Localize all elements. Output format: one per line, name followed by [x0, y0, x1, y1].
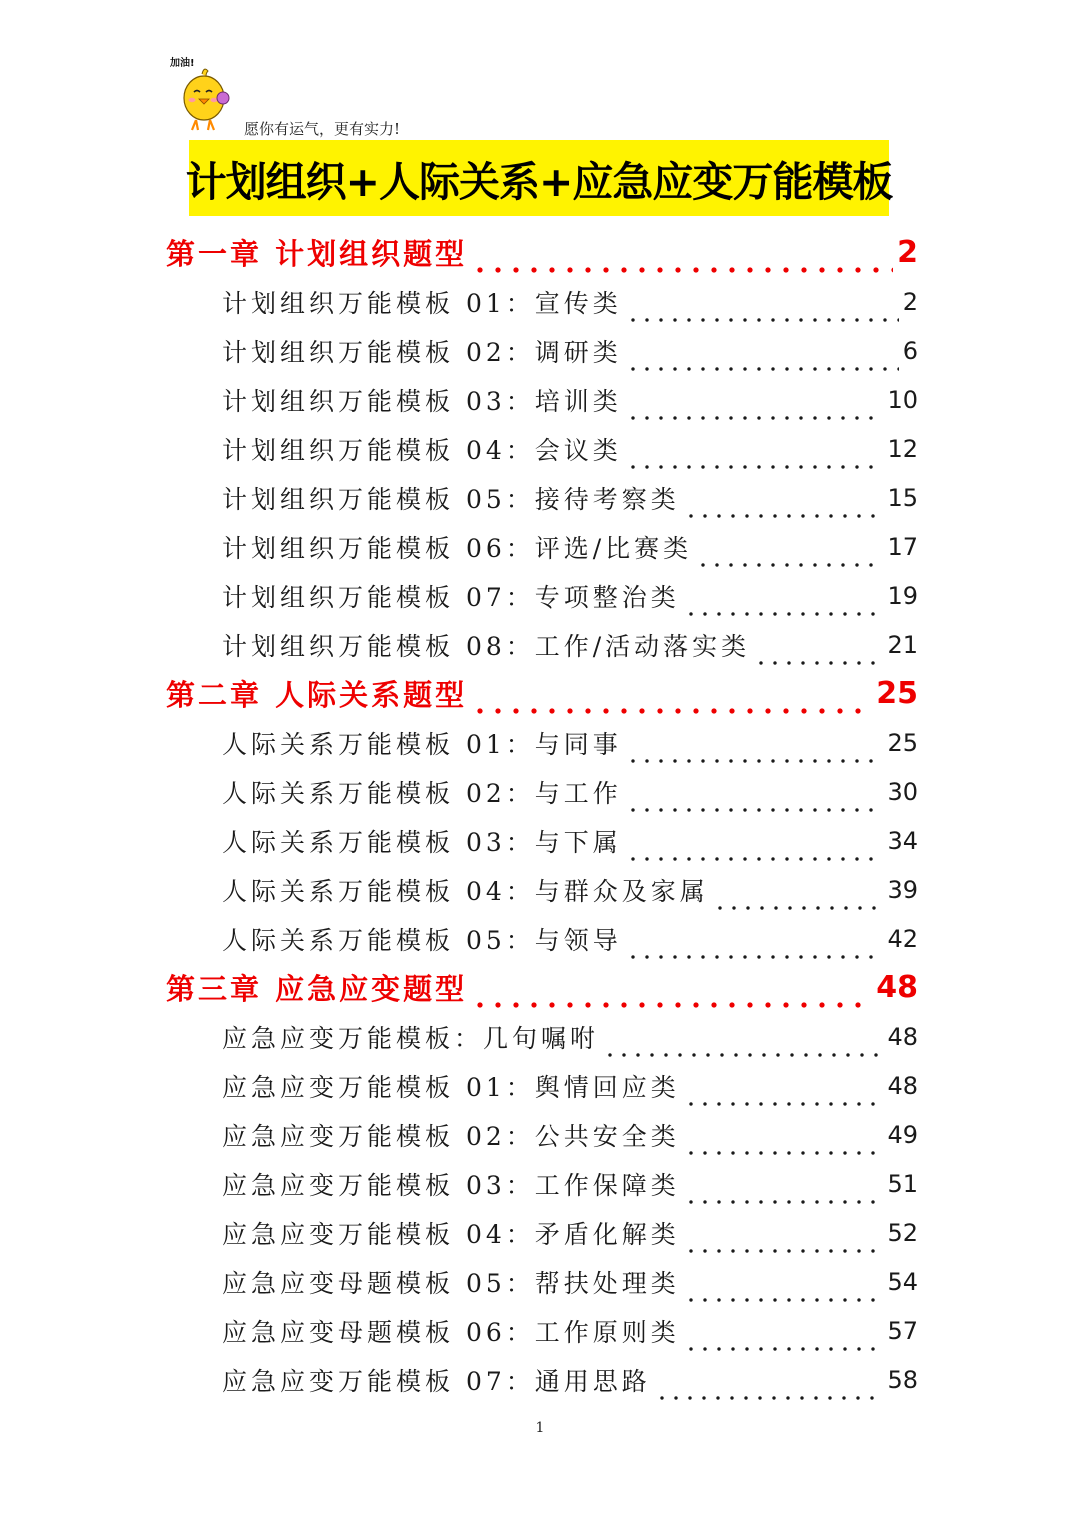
- dot-leader: [696, 557, 883, 571]
- dot-leader: [471, 259, 893, 277]
- toc-entry[interactable]: [222, 1110, 918, 1159]
- dot-leader: [626, 802, 884, 816]
- toc-entry[interactable]: [222, 424, 918, 473]
- toc-entry-title: 计划组织万能模板 03：培训类: [222, 386, 622, 416]
- dot-leader: [626, 312, 899, 326]
- toc-entry-title: 计划组织万能模板 05：接待考察类: [222, 484, 680, 514]
- dot-leader: [684, 508, 884, 522]
- toc-page-number: 6: [902, 336, 918, 365]
- toc-page-number: 39: [887, 875, 918, 904]
- toc-entry[interactable]: [222, 473, 918, 522]
- toc-entry[interactable]: [222, 277, 918, 326]
- toc-entry[interactable]: [222, 865, 918, 914]
- toc-page-number: 48: [876, 970, 918, 1005]
- toc-page-number: 21: [887, 630, 918, 659]
- toc-entry[interactable]: [222, 571, 918, 620]
- toc-page-number: 25: [887, 728, 918, 757]
- toc-entry[interactable]: [222, 767, 918, 816]
- dot-leader: [603, 1047, 883, 1061]
- toc-chapter-heading[interactable]: [166, 963, 918, 1012]
- toc-page-number: 51: [887, 1169, 918, 1198]
- dot-leader: [684, 1145, 884, 1159]
- toc-page-number: 2: [897, 235, 918, 270]
- toc-entry-title: 应急应变万能模板 02：公共安全类: [222, 1121, 680, 1151]
- dot-leader: [471, 994, 872, 1012]
- dot-leader: [684, 1243, 884, 1257]
- dot-leader: [626, 753, 884, 767]
- toc-entry-title: 计划组织万能模板 07：专项整治类: [222, 582, 680, 612]
- toc-entry-title: 应急应变万能模板 07：通用思路: [222, 1366, 651, 1396]
- toc-entry[interactable]: [222, 522, 918, 571]
- title-banner: [185, 140, 893, 216]
- toc-entry[interactable]: [222, 326, 918, 375]
- toc-page-number: 12: [887, 434, 918, 463]
- toc-entry-title: 应急应变万能模板：几句嘱咐: [222, 1023, 600, 1053]
- toc-page-number: 58: [887, 1365, 918, 1394]
- toc-page-number: 25: [876, 676, 918, 711]
- toc-entry-title: 应急应变万能模板 04：矛盾化解类: [222, 1219, 680, 1249]
- toc-entry[interactable]: [222, 914, 918, 963]
- toc-page-number: 52: [887, 1218, 918, 1247]
- toc-entry[interactable]: [222, 1061, 918, 1110]
- toc-entry-title: 第一章 计划组织题型: [166, 237, 468, 271]
- toc-page-number: 19: [887, 581, 918, 610]
- toc-entry[interactable]: [222, 620, 918, 669]
- toc-entry-title: 计划组织万能模板 04：会议类: [222, 435, 622, 465]
- dot-leader: [626, 410, 884, 424]
- toc-chapter-heading[interactable]: [166, 228, 918, 277]
- toc-entry-title: 应急应变母题模板 06：工作原则类: [222, 1317, 680, 1347]
- toc-page-number: 2: [902, 287, 918, 316]
- toc-entry-title: 应急应变万能模板 03：工作保障类: [222, 1170, 680, 1200]
- toc-entry[interactable]: [222, 375, 918, 424]
- motto-text: 愿你有运气，更有实力!: [244, 120, 401, 138]
- toc-page-number: 34: [887, 826, 918, 855]
- dot-leader: [684, 1341, 884, 1355]
- toc-entry-title: 人际关系万能模板 04：与群众及家属: [222, 876, 709, 906]
- dot-leader: [684, 606, 884, 620]
- toc-page-number: 17: [887, 532, 918, 561]
- dot-leader: [471, 700, 872, 718]
- toc-page-number: 15: [887, 483, 918, 512]
- toc-page-number: 48: [887, 1071, 918, 1100]
- mascot-bubble-text: 加油!: [170, 58, 195, 69]
- toc-entry-title: 第三章 应急应变题型: [166, 972, 468, 1006]
- toc-page-number: 57: [887, 1316, 918, 1345]
- toc-entry-title: 计划组织万能模板 01：宣传类: [222, 288, 622, 318]
- toc-entry-title: 人际关系万能模板 05：与领导: [222, 925, 622, 955]
- toc-page-number: 30: [887, 777, 918, 806]
- toc-entry-title: 计划组织万能模板 06：评选/比赛类: [222, 533, 693, 563]
- toc-chapter-heading[interactable]: [166, 669, 918, 718]
- toc-page-number: 49: [887, 1120, 918, 1149]
- toc-entry[interactable]: [222, 1306, 918, 1355]
- toc-entry-title: 人际关系万能模板 02：与工作: [222, 778, 622, 808]
- toc-entry[interactable]: [222, 1208, 918, 1257]
- dot-leader: [626, 949, 884, 963]
- toc-page-number: 10: [887, 385, 918, 414]
- toc-entry-title: 应急应变万能模板 01：舆情回应类: [222, 1072, 680, 1102]
- dot-leader: [713, 900, 884, 914]
- toc-page-number: 48: [887, 1022, 918, 1051]
- toc-entry-title: 第二章 人际关系题型: [166, 678, 468, 712]
- dot-leader: [626, 851, 884, 865]
- toc-entry[interactable]: [222, 1159, 918, 1208]
- toc-entry[interactable]: [222, 816, 918, 865]
- dot-leader: [684, 1292, 884, 1306]
- dot-leader: [626, 361, 899, 375]
- toc-page-number: 42: [887, 924, 918, 953]
- toc-entry-title: 人际关系万能模板 03：与下属: [222, 827, 622, 857]
- dot-leader: [754, 655, 883, 669]
- toc-entry[interactable]: [222, 718, 918, 767]
- cheering-chick-icon: [168, 52, 238, 134]
- page-number: 1: [535, 1420, 545, 1436]
- document-title: 计划组织+人际关系+应急应变万能模板: [185, 157, 893, 206]
- dot-leader: [684, 1194, 884, 1208]
- toc-entry-title: 计划组织万能模板 08：工作/活动落实类: [222, 631, 751, 661]
- toc-entry[interactable]: [222, 1355, 918, 1404]
- toc-entry-title: 人际关系万能模板 01：与同事: [222, 729, 622, 759]
- toc-entry-title: 应急应变母题模板 05：帮扶处理类: [222, 1268, 680, 1298]
- toc-entry[interactable]: [222, 1012, 918, 1061]
- dot-leader: [655, 1390, 884, 1404]
- toc-page-number: 54: [887, 1267, 918, 1296]
- toc-entry-title: 计划组织万能模板 02：调研类: [222, 337, 622, 367]
- dot-leader: [684, 1096, 884, 1110]
- toc-entry[interactable]: [222, 1257, 918, 1306]
- dot-leader: [626, 459, 884, 473]
